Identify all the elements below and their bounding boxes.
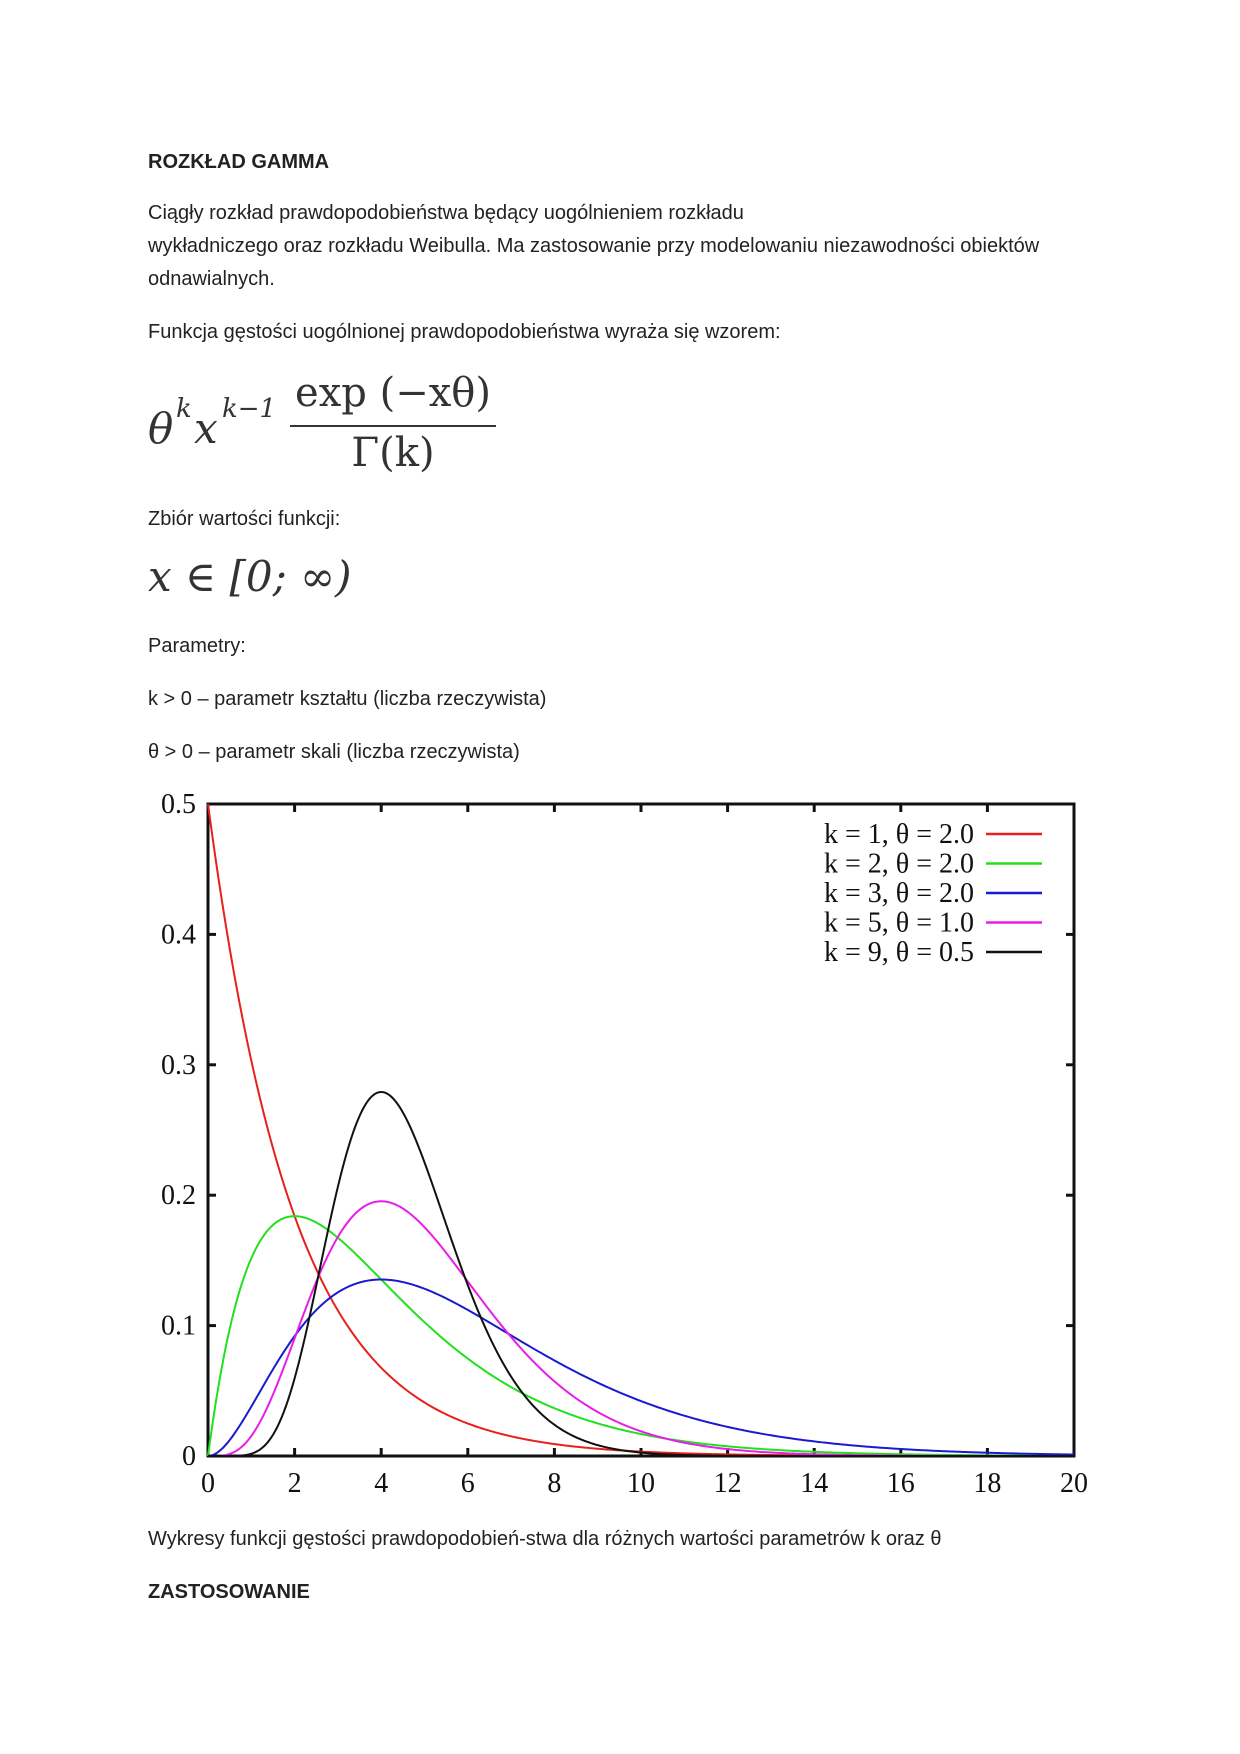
legend-label-2: k = 2, θ = 2.0 [824,848,974,880]
params-label: Parametry: [148,635,246,657]
series-line-4 [208,1201,1074,1456]
x-tick-label: 12 [713,1468,742,1499]
density-formula [148,370,528,490]
x-tick-label: 18 [973,1468,1002,1499]
gamma-density-chart [140,780,1100,1500]
chart-caption: Wykresy funkcji gęstości prawdopodobień-stwa dla różnych wartości parametrów k oraz θ [148,1528,942,1550]
fraction-bar [290,425,496,427]
formula-theta: θ [148,404,174,453]
heading-zastosowanie: ZASTOSOWANIE [148,1581,310,1603]
legend-label-5: k = 9, θ = 0.5 [824,937,974,968]
x-tick-label: 16 [886,1468,915,1499]
x-tick-label: 8 [547,1468,562,1499]
x-tick-label: 0 [201,1468,215,1499]
x-tick-label: 2 [287,1468,302,1499]
formula-exponent: k−1 [222,394,277,424]
y-tick-label: 0.2 [161,1180,196,1212]
y-tick-label: 0.5 [161,789,196,820]
formula-x: x [194,404,218,453]
heading-gamma: ROZKŁAD GAMMA [148,151,330,173]
formula-k: k [176,394,192,424]
y-tick-label: 0.3 [161,1049,196,1081]
y-tick-label: 0.4 [161,919,196,951]
x-tick-label: 10 [627,1468,655,1499]
intro-line-1: Ciągły rozkład prawdopodobieństwa będący uogólnieniem rozkładu [148,202,744,224]
domain-formula: x ∈ [0; ∞) [148,552,352,601]
intro-line-3: odnawialnych. [148,268,275,290]
x-tick-label: 6 [460,1468,475,1499]
series-line-2 [208,1216,1074,1456]
x-tick-label: 4 [374,1468,389,1499]
x-tick-label: 20 [1060,1468,1088,1499]
legend-label-1: k = 1, θ = 2.0 [824,819,974,850]
formula-numerator: exp (−xθ) [295,370,491,416]
y-tick-label: 0.1 [161,1310,196,1342]
x-tick-label: 14 [800,1468,829,1499]
legend-label-3: k = 3, θ = 2.0 [824,878,974,909]
series-line-3 [208,1280,1074,1456]
param-k: k > 0 – parametr kształtu (liczba rzeczywista) [148,688,547,710]
domain-label: Zbiór wartości funkcji: [148,508,341,530]
intro-line-2: wykładniczego oraz rozkładu Weibulla. Ma zastosowanie przy modelowaniu niezawodności obiektów [148,235,1040,257]
legend-label-4: k = 5, θ = 1.0 [824,907,974,939]
density-intro: Funkcja gęstości uogólnionej prawdopodobieństwa wyraża się wzorem: [148,321,781,343]
y-tick-label: 0 [182,1441,196,1472]
param-theta: θ > 0 – parametr skali (liczba rzeczywista) [148,741,520,763]
formula-denominator: Γ(k) [351,430,435,476]
